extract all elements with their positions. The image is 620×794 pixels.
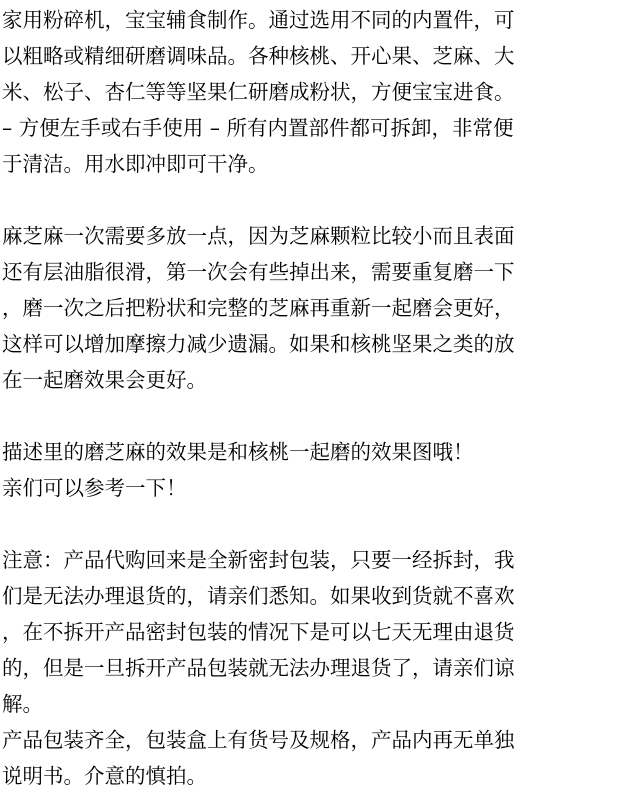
text-line: 麻芝麻一次需要多放一点，因为芝麻颗粒比较小而且表面	[2, 224, 515, 248]
text-line: 描述里的磨芝麻的效果是和核桃一起磨的效果图哦！	[2, 440, 474, 464]
text-line: 以粗略或精细研磨调味品。各种核桃、开心果、芝麻、大	[2, 44, 515, 68]
text-line: ，在不拆开产品密封包装的情况下是可以七天无理由退货	[2, 620, 515, 644]
paragraph-sesame-tip	[2, 218, 618, 398]
paragraph-return-policy	[2, 542, 618, 794]
text-line: 解。	[2, 692, 43, 716]
text-line: 注意：产品代购回来是全新密封包装，只要一经拆封，我	[2, 548, 515, 572]
text-line: 的，但是一旦拆开产品包装就无法办理退货了，请亲们谅	[2, 656, 515, 680]
text-line: 在一起磨效果会更好。	[2, 368, 207, 392]
text-line: 家用粉碎机，宝宝辅食制作。通过选用不同的内置件，可	[2, 8, 515, 32]
paragraph-effect-note	[2, 434, 618, 506]
text-line: 米、松子、杏仁等等坚果仁研磨成粉状，方便宝宝进食。	[2, 80, 515, 104]
text-line: 们是无法办理退货的，请亲们悉知。如果收到货就不喜欢	[2, 584, 515, 608]
text-line: 说明书。介意的慎拍。	[2, 764, 207, 788]
text-line: – 方便左手或右手使用 – 所有内置部件都可拆卸，非常便	[2, 116, 514, 140]
text-line: ，磨一次之后把粉状和完整的芝麻再重新一起磨会更好，	[2, 296, 515, 320]
paragraph-spacer	[2, 398, 618, 434]
paragraph-product-intro	[2, 2, 618, 182]
paragraph-spacer	[2, 182, 618, 218]
paragraph-spacer	[2, 506, 618, 542]
text-line: 这样可以增加摩擦力减少遗漏。如果和核桃坚果之类的放	[2, 332, 515, 356]
product-description	[2, 2, 618, 794]
text-line: 于清洁。用水即冲即可干净。	[2, 152, 269, 176]
text-line: 产品包装齐全，包装盒上有货号及规格，产品内再无单独	[2, 728, 515, 752]
text-line: 还有层油脂很滑，第一次会有些掉出来，需要重复磨一下	[2, 260, 515, 284]
text-line: 亲们可以参考一下！	[2, 476, 187, 500]
